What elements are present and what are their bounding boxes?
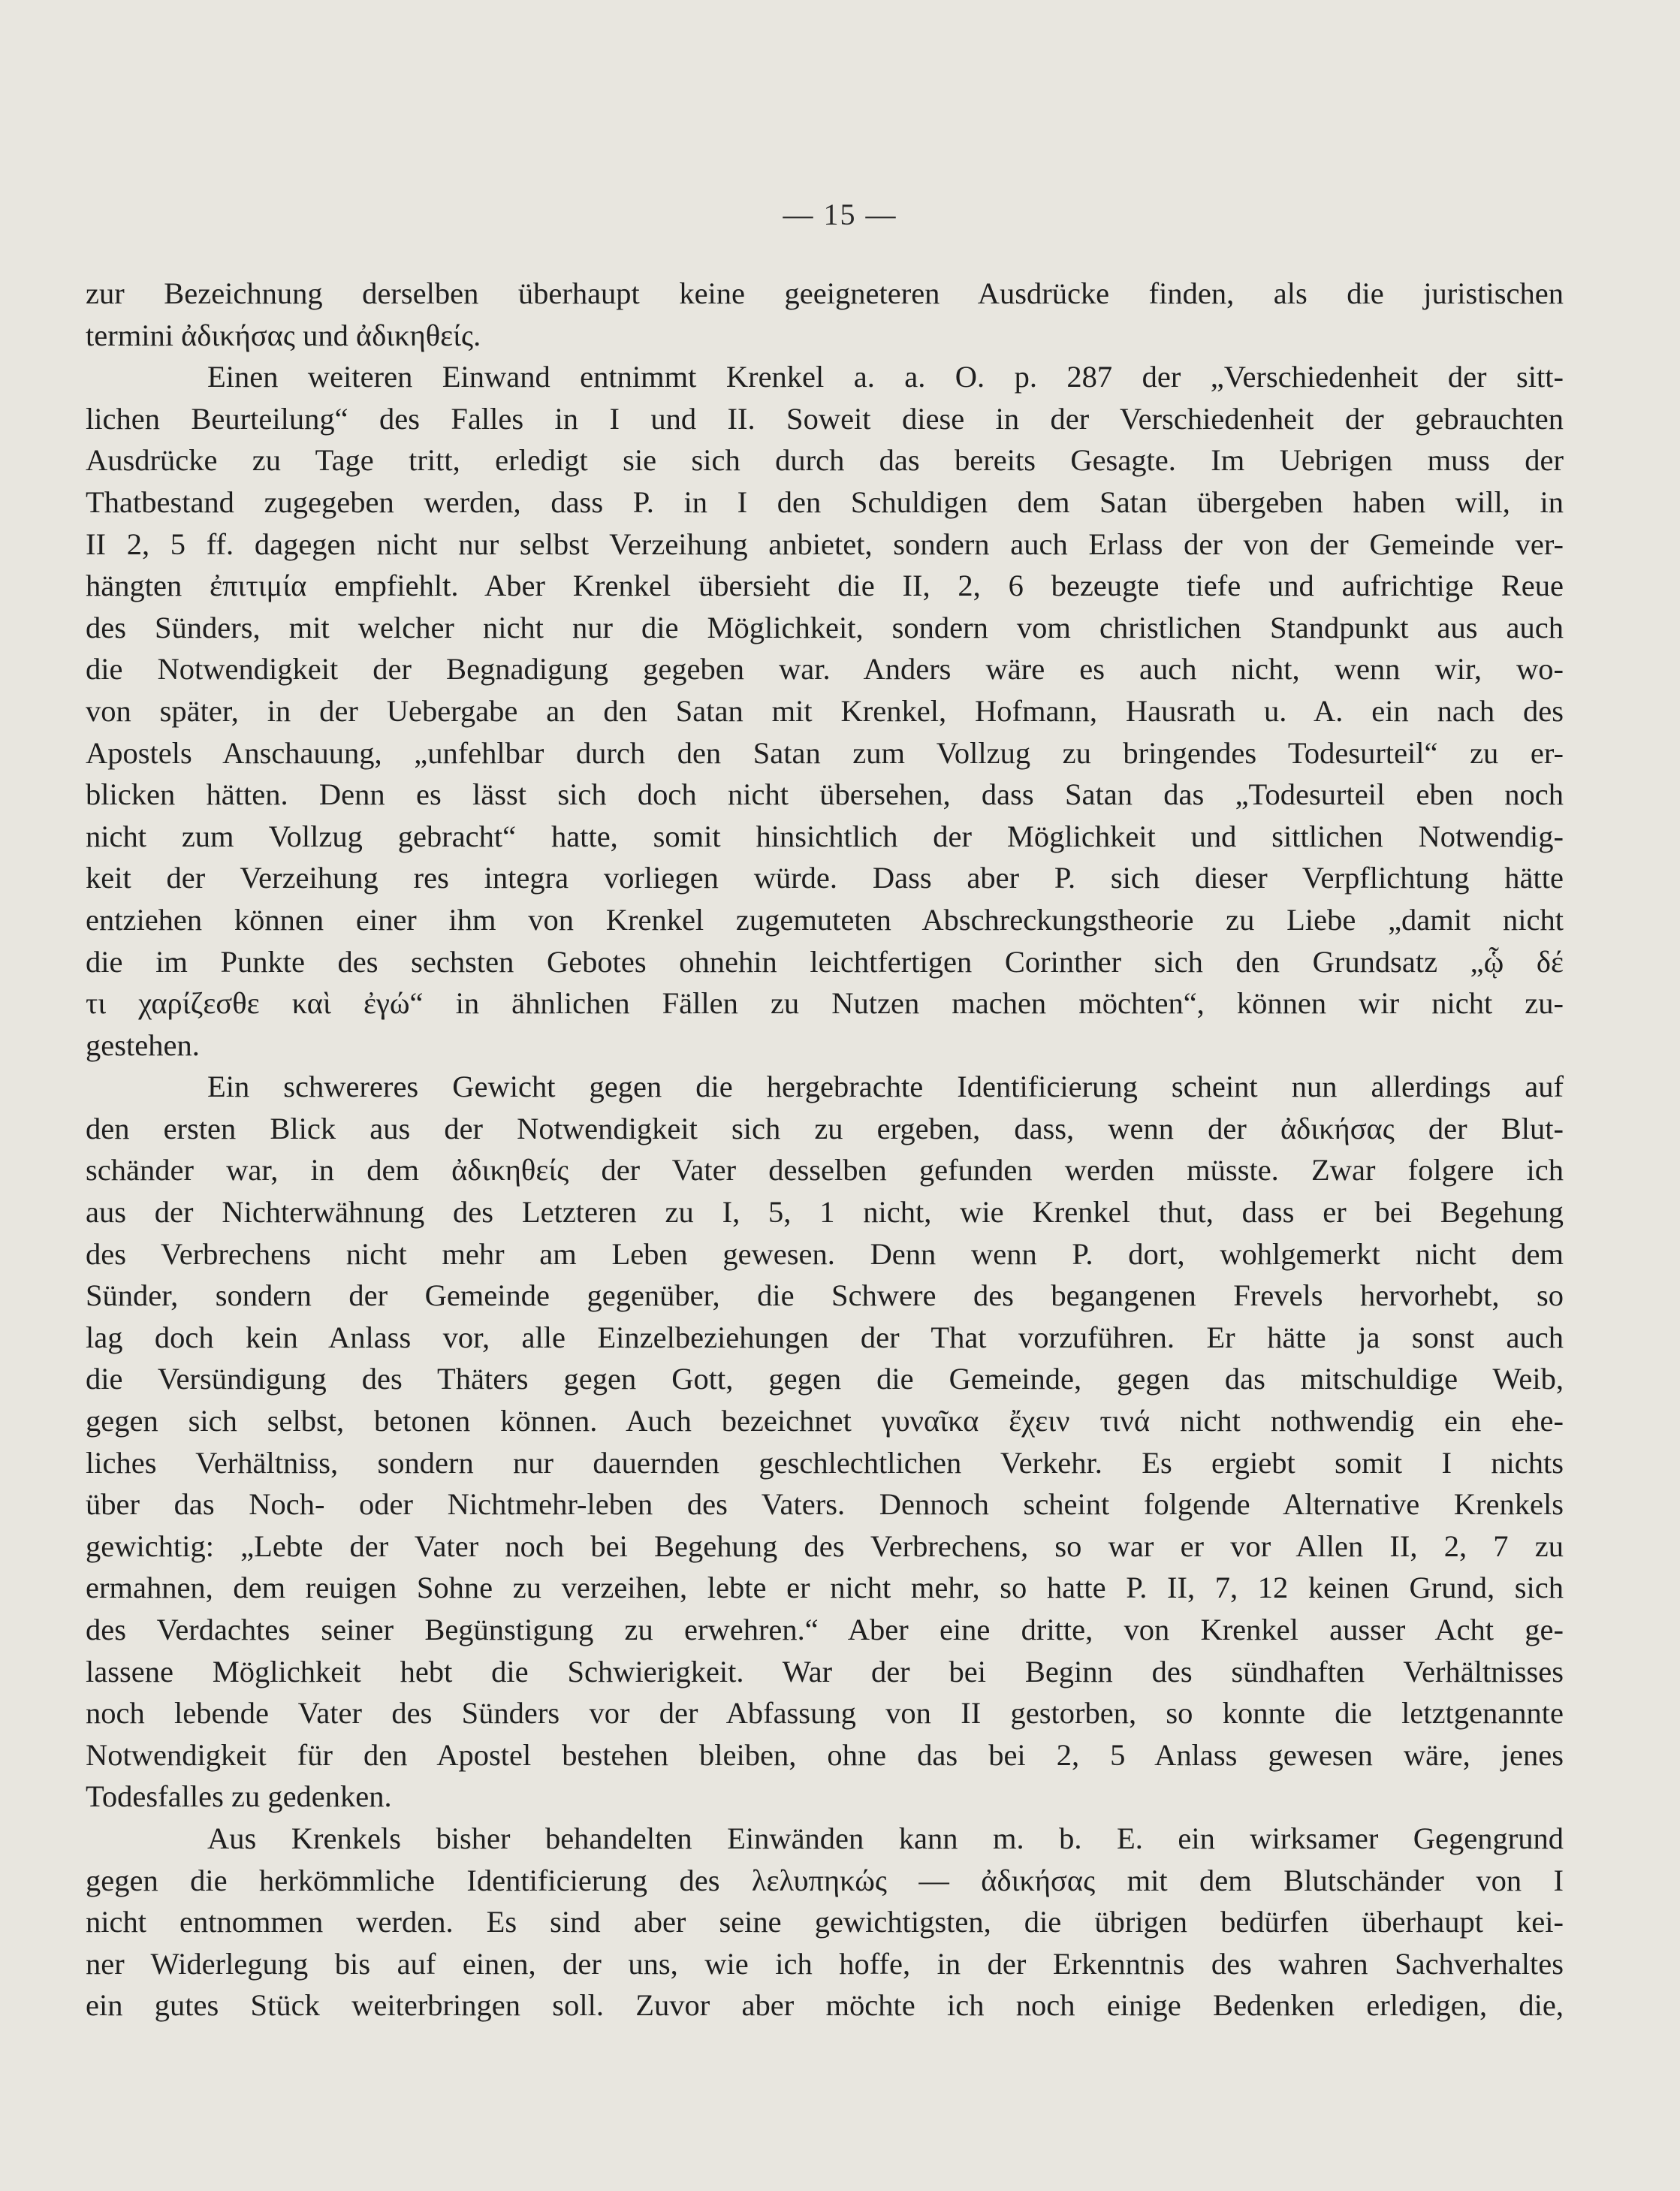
text-line: gestehen. [86,1028,200,1062]
text-line: nicht zum Vollzug gebracht“ hatte, somit hinsichtlich der Möglichkeit und sittlichen Notwendig- [86,819,1564,853]
text-line: hängten ἐπιτιμία empfiehlt. Aber Krenkel übersieht die II, 2, 6 bezeugte tiefe und aufrichtige Reue [86,569,1564,603]
body-text [86,273,1564,2027]
text-line: Ein schwereres Gewicht gegen die hergebrachte Identificierung scheint nun allerdings auf [207,1070,1564,1104]
text-line: die im Punkte des sechsten Gebotes ohnehin leichtfertigen Corinther sich den Grundsatz „ᾧ δέ [86,944,1564,979]
text-line: Einen weiteren Einwand entnimmt Krenkel a. a. O. p. 287 der „Verschiedenheit der sitt- [207,360,1564,394]
text-line: entziehen können einer ihm von Krenkel zugemuteten Abschreckungstheorie zu Liebe „damit nicht [86,902,1564,937]
text-line: II 2, 5 ff. dagegen nicht nur selbst Verzeihung anbietet, sondern auch Erlass der von der Gemeinde ver- [86,527,1564,561]
text-line: ner Widerlegung bis auf einen, der uns, wie ich hoffe, in der Erkenntnis des wahren Sachverhaltes [86,1946,1564,1981]
text-line: Aus Krenkels bisher behandelten Einwänden kann m. b. E. ein wirksamer Gegengrund [207,1821,1564,1855]
text-line: Todesfalles zu gedenken. [86,1779,392,1814]
text-line: Thatbestand zugegeben werden, dass P. in I den Schuldigen dem Satan übergeben haben will, in [86,484,1564,519]
page-number: — 15 — [783,198,897,231]
text-line: ermahnen, dem reuigen Sohne zu verzeihen, lebte er nicht mehr, so hatte P. II, 7, 12 keinen Grund, sich [86,1571,1564,1605]
text-line: ein gutes Stück weiterbringen soll. Zuvor aber möchte ich noch einige Bedenken erledigen, die, [86,1988,1564,2023]
text-line: von später, in der Uebergabe an den Satan mit Krenkel, Hofmann, Hausrath u. A. ein nach des [86,693,1564,728]
text-line: gegen sich selbst, betonen können. Auch bezeichnet γυναῖκα ἔχειν τινά nicht nothwendig ein ehe- [86,1404,1564,1438]
text-line: die Notwendigkeit der Begnadigung gegeben war. Anders wäre es auch nicht, wenn wir, wo- [86,652,1564,687]
text-line: τι χαρίζεσθε καὶ ἐγώ“ in ähnlichen Fällen zu Nutzen machen möchten“, können wir nicht zu- [86,986,1564,1021]
text-line: schänder war, in dem ἀδικηθείς der Vater desselben gefunden werden müsste. Zwar folgere ich [86,1153,1564,1188]
text-line: Notwendigkeit für den Apostel bestehen bleiben, ohne das bei 2, 5 Anlass gewesen wäre, jenes [86,1737,1564,1772]
text-line: des Sünders, mit welcher nicht nur die Möglichkeit, sondern vom christlichen Standpunkt aus auch [86,610,1564,644]
text-line: Apostels Anschauung, „unfehlbar durch den Satan zum Vollzug zu bringendes Todesurteil“ zu er- [86,735,1564,770]
text-line: zur Bezeichnung derselben überhaupt keine geeigneteren Ausdrücke finden, als die juristischen [86,276,1564,310]
text-line: lag doch kein Anlass vor, alle Einzelbeziehungen der That vorzuführen. Er hätte ja sonst auch [86,1320,1564,1354]
text-line: blicken hätten. Denn es lässt sich doch nicht übersehen, dass Satan das „Todesurteil eben noch [86,777,1564,812]
text-line: den ersten Blick aus der Notwendigkeit sich zu ergeben, dass, wenn der ἀδικήσας der Blut- [86,1111,1564,1145]
text-line: Ausdrücke zu Tage tritt, erledigt sie sich durch das bereits Gesagte. Im Uebrigen muss der [86,443,1564,478]
text-line: die Versündigung des Thäters gegen Gott, gegen die Gemeinde, gegen das mitschuldige Weib, [86,1362,1564,1396]
text-line: liches Verhältniss, sondern nur dauernden geschlechtlichen Verkehr. Es ergiebt somit I nichts [86,1445,1564,1480]
text-line: noch lebende Vater des Sünders vor der Abfassung von II gestorben, so konnte die letztgenannte [86,1696,1564,1731]
text-line: Sünder, sondern der Gemeinde gegenüber, die Schwere des begangenen Frevels hervorhebt, so [86,1278,1564,1313]
text-line: gewichtig: „Lebte der Vater noch bei Begehung des Verbrechens, so war er vor Allen II, 2, 7 zu [86,1529,1564,1563]
text-line: termini ἀδικήσας und ἀδικηθείς. [86,318,481,352]
text-line: lichen Beurteilung“ des Falles in I und II. Soweit diese in der Verschiedenheit der gebrauchten [86,401,1564,436]
text-line: des Verdachtes seiner Begünstigung zu erwehren.“ Aber eine dritte, von Krenkel ausser Acht ge- [86,1613,1564,1646]
text-line: über das Noch- oder Nichtmehr-leben des Vaters. Dennoch scheint folgende Alternative Krenkels [86,1487,1564,1522]
text-line: des Verbrechens nicht mehr am Leben gewesen. Denn wenn P. dort, wohlgemerkt nicht dem [86,1236,1564,1271]
text-line: gegen die herkömmliche Identificierung des λελυπηκώς — ἀδικήσας mit dem Blutschänder von I [86,1863,1564,1897]
text-line: nicht entnommen werden. Es sind aber seine gewichtigsten, die übrigen bedürfen überhaupt kei- [86,1905,1564,1939]
text-line: lassene Möglichkeit hebt die Schwierigkeit. War der bei Beginn des sündhaften Verhältnisses [86,1654,1564,1689]
text-line: keit der Verzeihung res integra vorliegen würde. Dass aber P. sich dieser Verpflichtung hätte [86,861,1564,895]
text-line: aus der Nichterwähnung des Letzteren zu I, 5, 1 nicht, wie Krenkel thut, dass er bei Begehung [86,1195,1564,1230]
